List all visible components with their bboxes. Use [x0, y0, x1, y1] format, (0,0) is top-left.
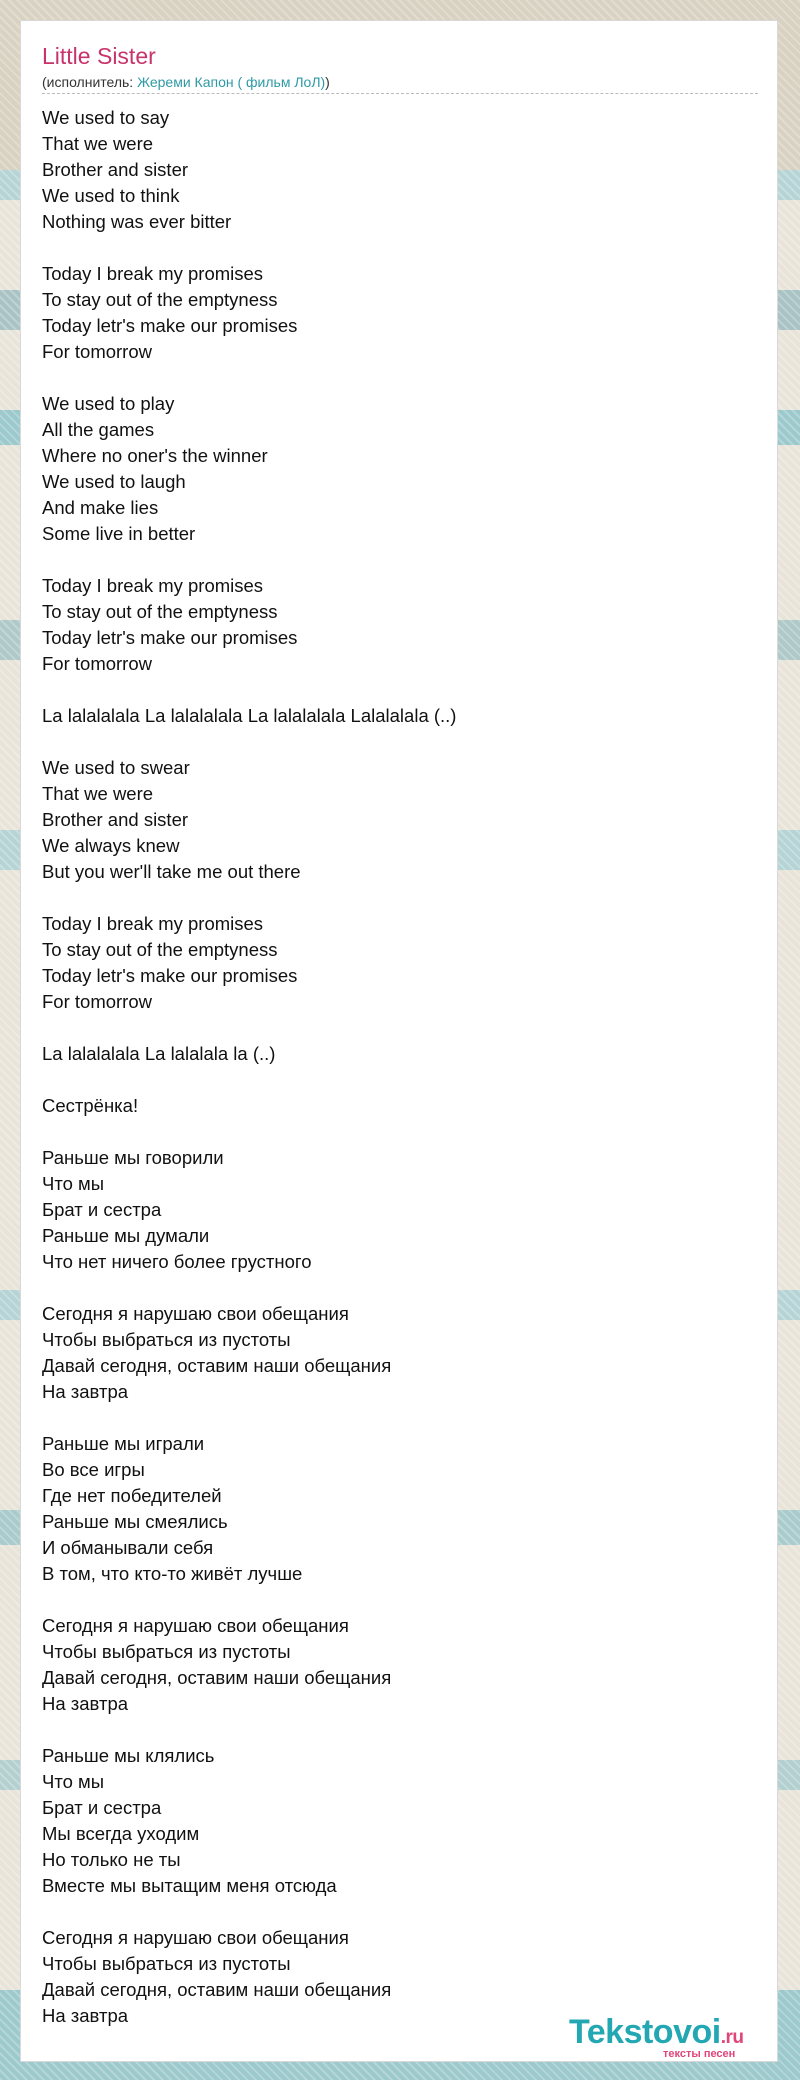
- logo-tagline: тексты песен: [663, 2048, 736, 2060]
- lyric-line: Чтобы выбраться из пустоты: [42, 1329, 291, 1350]
- lyric-line: Сегодня я нарушаю свои обещания: [42, 1303, 349, 1324]
- lyric-line: We used to say: [42, 107, 170, 128]
- lyric-line: И обманывали себя: [42, 1537, 214, 1558]
- lyric-line: Раньше мы говорили: [42, 1147, 224, 1168]
- lyric-line: Вместе мы вытащим меня отсюда: [42, 1875, 337, 1896]
- lyric-line: We used to think: [42, 185, 180, 206]
- lyric-line: Во все игры: [42, 1459, 145, 1480]
- lyrics-stanza: [42, 703, 758, 729]
- lyrics-stanza: [42, 1093, 758, 1119]
- lyric-line: Что нет ничего более грустного: [42, 1251, 312, 1272]
- lyric-line: Today I break my promises: [42, 575, 264, 596]
- lyric-line: Today I break my promises: [42, 913, 264, 934]
- lyric-line: We always knew: [42, 835, 180, 856]
- lyric-line: To stay out of the emptyness: [42, 601, 278, 622]
- lyrics-stanza: [42, 755, 758, 885]
- lyric-line: We used to swear: [42, 757, 190, 778]
- lyric-line: Where no oner's the winner: [42, 445, 268, 466]
- lyric-line: Today I break my promises: [42, 263, 264, 284]
- lyric-line: Раньше мы смеялись: [42, 1511, 228, 1532]
- lyric-line: Раньше мы играли: [42, 1433, 205, 1454]
- lyric-line: На завтра: [42, 2005, 129, 2026]
- lyric-line: Давай сегодня, оставим наши обещания: [42, 1667, 392, 1688]
- lyric-line: На завтра: [42, 1381, 129, 1402]
- lyric-line: Today letr's make our promises: [42, 965, 298, 986]
- artist-suffix: ): [325, 74, 330, 90]
- lyrics-stanza: [42, 105, 758, 235]
- lyric-line: For tomorrow: [42, 341, 152, 362]
- lyric-line: Some live in better: [42, 523, 196, 544]
- lyric-line: We used to laugh: [42, 471, 186, 492]
- lyric-line: But you wer'll take me out there: [42, 861, 301, 882]
- lyric-line: Раньше мы клялись: [42, 1745, 215, 1766]
- lyric-line: Today letr's make our promises: [42, 627, 298, 648]
- lyric-line: Сестрёнка!: [42, 1095, 139, 1116]
- lyric-line: To stay out of the emptyness: [42, 289, 278, 310]
- lyrics-stanza: [42, 911, 758, 1015]
- lyric-line: Раньше мы думали: [42, 1225, 210, 1246]
- lyric-line: That we were: [42, 783, 154, 804]
- lyric-line: Today letr's make our promises: [42, 315, 298, 336]
- lyric-line: Brother and sister: [42, 809, 189, 830]
- lyrics-stanza: [42, 391, 758, 547]
- lyric-line: Давай сегодня, оставим наши обещания: [42, 1355, 392, 1376]
- artist-prefix: (исполнитель:: [42, 74, 138, 90]
- lyric-line: And make lies: [42, 497, 159, 518]
- lyric-line: Брат и сестра: [42, 1797, 162, 1818]
- lyrics-stanza: [42, 1431, 758, 1587]
- logo-tld: .ru: [720, 2027, 744, 2048]
- lyrics-stanza: [42, 573, 758, 677]
- lyric-line: That we were: [42, 133, 154, 154]
- lyrics-stanza: [42, 1041, 758, 1067]
- lyric-line: Чтобы выбраться из пустоты: [42, 1953, 291, 1974]
- lyric-line: На завтра: [42, 1693, 129, 1714]
- site-logo[interactable]: [569, 2013, 779, 2059]
- lyric-line: Брат и сестра: [42, 1199, 162, 1220]
- lyrics-stanza: [42, 1301, 758, 1405]
- lyric-line: To stay out of the emptyness: [42, 939, 278, 960]
- lyric-line: Но только не ты: [42, 1849, 181, 1870]
- lyric-line: Brother and sister: [42, 159, 189, 180]
- lyrics-card: [20, 20, 778, 2062]
- lyric-line: Сегодня я нарушаю свои обещания: [42, 1927, 349, 1948]
- lyric-line: We used to play: [42, 393, 175, 414]
- lyrics-stanza: [42, 1743, 758, 1899]
- lyric-line: Что мы: [42, 1173, 105, 1194]
- lyric-line: Чтобы выбраться из пустоты: [42, 1641, 291, 1662]
- lyric-line: For tomorrow: [42, 653, 152, 674]
- lyrics-stanza: [42, 261, 758, 365]
- song-title: Little Sister: [42, 43, 156, 69]
- lyric-line: For tomorrow: [42, 991, 152, 1012]
- lyric-line: В том, что кто-то живёт лучше: [42, 1563, 303, 1584]
- lyric-line: La lalalalala La lalalala la (..): [42, 1043, 276, 1064]
- lyric-line: Мы всегда уходим: [42, 1823, 200, 1844]
- song-meta: [42, 73, 330, 91]
- header-divider: [42, 93, 758, 94]
- artist-link[interactable]: Жереми Капон ( фильм ЛоЛ): [137, 74, 326, 90]
- lyric-line: Nothing was ever bitter: [42, 211, 232, 232]
- lyric-line: Где нет победителей: [42, 1485, 222, 1506]
- lyric-line: La lalalalala La lalalalala La lalalalala Lalalalala (..): [42, 705, 457, 726]
- logo-name: Tekstovoi: [569, 2013, 721, 2051]
- lyric-line: Что мы: [42, 1771, 105, 1792]
- lyrics-text: [42, 105, 758, 2055]
- lyrics-stanza: [42, 1613, 758, 1717]
- lyric-line: Давай сегодня, оставим наши обещания: [42, 1979, 392, 2000]
- lyric-line: All the games: [42, 419, 155, 440]
- lyrics-stanza: [42, 1145, 758, 1275]
- lyric-line: Сегодня я нарушаю свои обещания: [42, 1615, 349, 1636]
